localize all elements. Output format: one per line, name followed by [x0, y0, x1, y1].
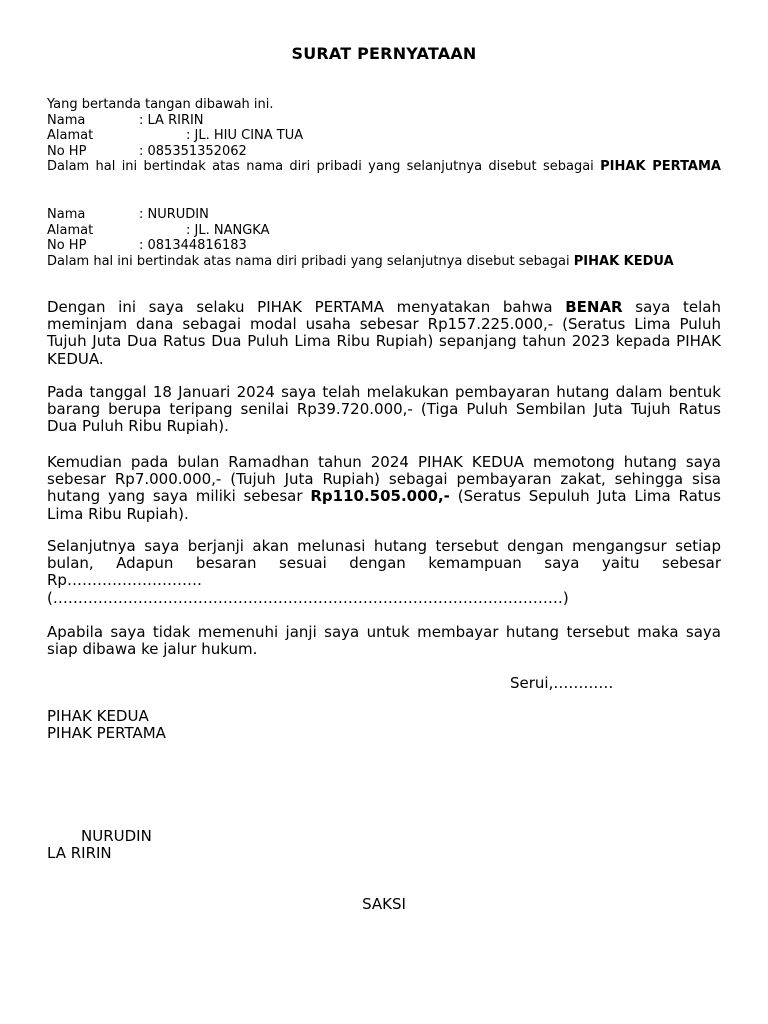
intro-text: Yang bertanda tangan dibawah ini. [47, 97, 274, 112]
party-two-phone-value: : 081344816183 [139, 238, 247, 253]
party-one-name-value: : LA RIRIN [139, 112, 204, 128]
signature-role-left: PIHAK KEDUA [47, 707, 149, 725]
party-two-block [47, 207, 721, 269]
benar-emphasis: BENAR [565, 298, 623, 316]
paragraph-installment: Selanjutnya saya berjanji akan melunasi hutang tersebut dengan mengangsur setiap bulan, Adapun besaran sesuai dengan kemampuan saya yaitu sebesar Rp……………………… (…………………………………………………………………………………………) [47, 537, 721, 607]
party-one-statement: Dalam hal ini bertindak atas nama diri pribadi yang selanjutnya disebut sebagai PIHAK PERTAMA [47, 159, 721, 174]
party-two-role: PIHAK KEDUA [573, 253, 674, 269]
party-one-address-value: : JL. HIU CINA TUA [186, 128, 304, 143]
party-two-address-value: : JL. NANGKA [186, 222, 270, 238]
party-one-block [47, 97, 721, 175]
paragraph-loan: Dengan ini saya selaku PIHAK PERTAMA menyatakan bahwa BENAR saya telah meminjam dana sebagai modal usaha sebesar Rp157.225.000,- (Seratus Lima Puluh Tujuh Juta Dua Ratus Dua Puluh Lima Ribu Rupiah) sepanjang tahun 2023 kepada PIHAK KEDUA. [47, 298, 721, 368]
party-one-phone-value: : 085351352062 [139, 143, 247, 159]
party-two-name-value: : NURUDIN [139, 207, 209, 222]
party-one-phone-label: No HP [47, 143, 87, 159]
signature-role-right: PIHAK PERTAMA [47, 724, 166, 742]
party-one-name-label: Nama [47, 112, 86, 128]
party-two-name-label: Nama [47, 207, 86, 222]
signature-name-left: NURUDIN [81, 827, 152, 845]
party-one-address-label: Alamat [47, 128, 94, 143]
page-title: SURAT PERNYATAAN [291, 44, 477, 63]
party-one-role: PIHAK PERTAMA [600, 159, 721, 174]
installment-amount-blank: Rp……………………… [47, 571, 202, 590]
installment-words-blank: (…………………………………………………………………………………………) [47, 588, 569, 607]
remaining-amount: Rp110.505.000,- [310, 487, 450, 506]
signature-name-right: LA RIRIN [47, 844, 112, 862]
place-date: Serui,………… [510, 674, 614, 692]
paragraph-payment: Pada tanggal 18 Januari 2024 saya telah melakukan pembayaran hutang dalam bentuk barang berupa teripang senilai Rp39.720.000,- (Tiga Puluh Sembilan Juta Tujuh Ratus Dua Puluh Ribu Rupiah). [47, 383, 721, 436]
party-two-address-label: Alamat [47, 222, 94, 238]
paragraph-legal-consequence: Apabila saya tidak memenuhi janji saya untuk membayar hutang tersebut maka saya siap dibawa ke jalur hukum. [47, 623, 721, 659]
paragraph-remaining-debt: Kemudian pada bulan Ramadhan tahun 2024 PIHAK KEDUA memotong hutang saya sebesar Rp7.000.000,- (Tujuh Juta Rupiah) sebagai pembayaran zakat, sehingga sisa hutang yang saya miliki sebesar Rp110.505.000,- (Seratus Sepuluh Juta Lima Ratus Lima Ribu Rupiah). [47, 453, 721, 523]
party-two-statement: Dalam hal ini bertindak atas nama diri pribadi yang selanjutnya disebut sebagai PIHAK KEDUA [47, 253, 674, 269]
witness-label: SAKSI [362, 895, 406, 913]
party-two-phone-label: No HP [47, 238, 87, 253]
